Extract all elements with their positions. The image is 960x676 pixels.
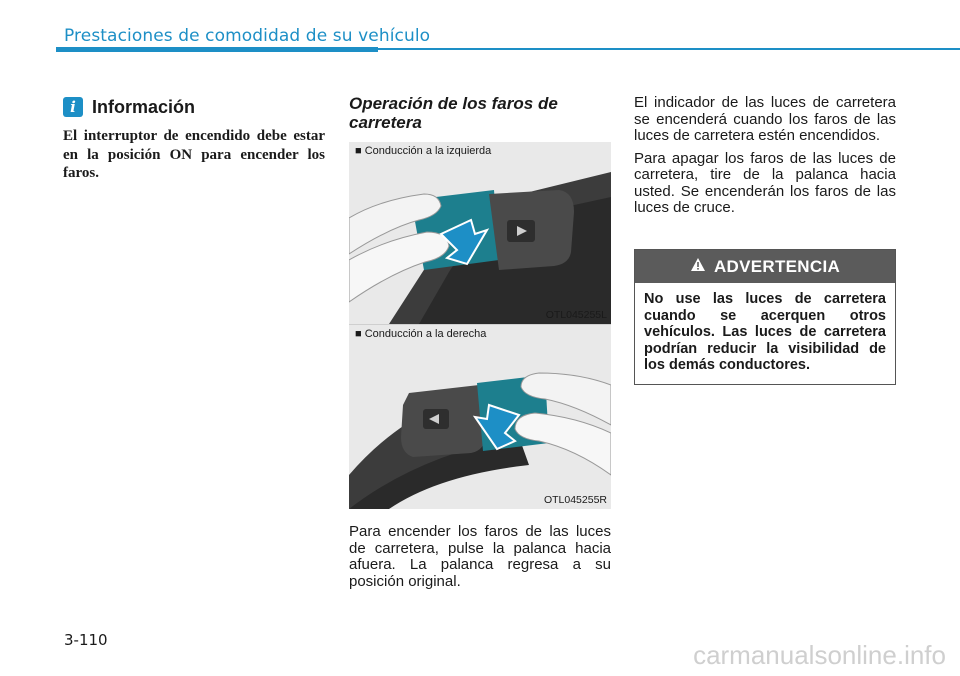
header-rule-light	[378, 48, 960, 50]
info-text: El interruptor de encendido debe estar en la posición ON para encender los faros.	[63, 128, 325, 181]
figure-right-code: OTL045255R	[543, 494, 607, 506]
right-column	[634, 95, 896, 223]
watermark: carmanualsonline.info	[693, 640, 946, 670]
figure-right-hand-drive	[349, 324, 611, 509]
warning-title: ADVERTENCIA	[713, 256, 841, 276]
high-beam-indicator-paragraph: El indicador de las luces de carretera se encenderá cuando los faros de las luces de carretera estén encendidos.	[634, 94, 896, 144]
figure-left-code: OTL045255L	[545, 309, 607, 321]
page-number: 3-110	[64, 631, 108, 649]
warning-box	[634, 249, 896, 385]
warning-text: No use las luces de carretera cuando se acerquen otros vehículos. Las luces de carretera podrían reducir la visibilidad de los demás conductores.	[644, 291, 886, 373]
warning-header	[635, 250, 895, 283]
lever-illustration-rhd	[349, 325, 611, 509]
section-title: Operación de los faros de carretera	[349, 94, 558, 132]
figure-right-caption: ■ Conducción a la derecha	[355, 328, 487, 340]
figure-left-caption: ■ Conducción a la izquierda	[355, 145, 492, 157]
high-beam-on-paragraph: Para encender los faros de las luces de carretera, pulse la palanca hacia afuera. La palanca regresa a su posición original.	[349, 523, 611, 590]
high-beam-off-paragraph: Para apagar los faros de las luces de carretera, tire de la palanca hacia usted. Se encenderán los faros de las luces de cruce.	[634, 149, 896, 216]
lever-illustration-lhd	[349, 142, 611, 324]
section-header-title: Prestaciones de comodidad de su vehículo	[64, 26, 431, 46]
figure-left-hand-drive	[349, 142, 611, 324]
header-rule-dark	[56, 47, 378, 52]
info-icon: i	[63, 97, 83, 117]
warning-triangle-icon	[690, 257, 706, 277]
info-heading: Información	[92, 97, 196, 117]
